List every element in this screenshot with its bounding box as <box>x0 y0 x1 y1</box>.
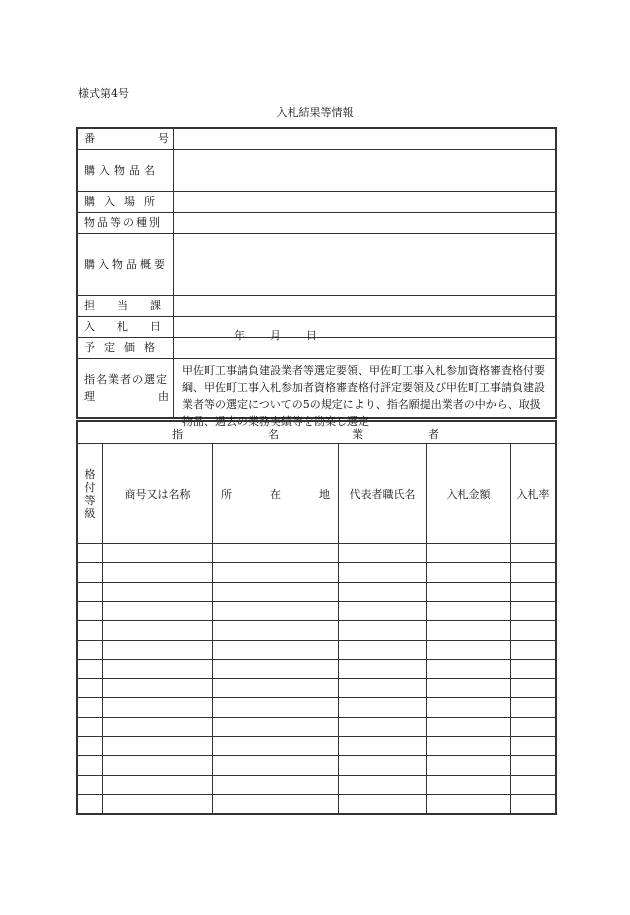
date-month: 月 <box>270 329 281 342</box>
row-selection-reason <box>78 359 555 428</box>
form-number: 様式第4号 <box>78 87 129 100</box>
header-bottom-line <box>78 543 555 544</box>
value-category <box>174 213 555 233</box>
label-item-name: 購入物品名 <box>84 163 159 177</box>
table-row <box>78 736 555 737</box>
page-title: 入札結果等情報 <box>276 106 354 119</box>
row-estimated-price <box>78 338 555 359</box>
info-table <box>76 127 557 428</box>
table-row <box>78 717 555 718</box>
label-number-a: 番 <box>84 132 95 145</box>
value-section <box>174 296 555 316</box>
label-overview: 購入物品概要 <box>84 257 168 271</box>
designated-contractors-header: 指 名 業 者 <box>172 428 439 441</box>
label-section: 担当課 <box>84 299 183 312</box>
label-selection-reason: 指名業者の選定 理 由 <box>84 373 169 403</box>
value-item-name <box>174 150 555 191</box>
row-overview <box>78 234 555 296</box>
date-day: 日 <box>306 329 317 342</box>
label-category: 物品等の種別 <box>84 216 162 229</box>
table-row <box>78 601 555 602</box>
date-year: 年 <box>234 329 245 342</box>
table-row <box>78 620 555 621</box>
col-header-name: 商号又は名称 <box>124 487 191 501</box>
row-place <box>78 192 555 213</box>
row-category <box>78 213 555 234</box>
col-header-bid-amount: 入札金額 <box>446 487 491 501</box>
selection-reason-text: 甲佐町工事請負建設業者等選定要領、甲佐町工事入札参加資格審査格付要綱、甲佐町工事入札参加者資格審査格付評定要領及び甲佐町工事請負建設業者等の選定についての5の規定により、指名願提出業者の中から、取扱物品、過去の業務実績等を勘案し選定 <box>182 364 545 428</box>
col-header-representative: 代表者職氏名 <box>349 487 416 501</box>
value-overview <box>174 234 555 295</box>
label-bid-date: 入札日 <box>84 320 183 333</box>
row-bid-date <box>78 317 555 342</box>
table-row <box>78 697 555 698</box>
col-header-location: 所 在 地 <box>221 487 330 501</box>
value-estimated-price <box>174 338 555 358</box>
row-number <box>78 129 555 150</box>
value-place <box>174 192 555 212</box>
table-row <box>78 582 555 583</box>
label-estimated-price: 予定価格 <box>84 341 164 354</box>
table-row <box>78 640 555 641</box>
designated-contractors-table <box>76 420 557 815</box>
col-header-bid-rate: 入札率 <box>516 487 550 501</box>
table-row <box>78 775 555 776</box>
row-section <box>78 296 555 317</box>
label-place: 購入場所 <box>84 195 164 208</box>
col-header-rank: 格 付 等 級 <box>84 467 96 520</box>
row-item-name <box>78 150 555 192</box>
table-row <box>78 562 555 563</box>
value-number <box>174 129 555 149</box>
table-row <box>78 678 555 679</box>
table-row <box>78 794 555 795</box>
table-row <box>78 755 555 756</box>
table-row <box>78 659 555 660</box>
label-number-b: 号 <box>158 132 169 145</box>
